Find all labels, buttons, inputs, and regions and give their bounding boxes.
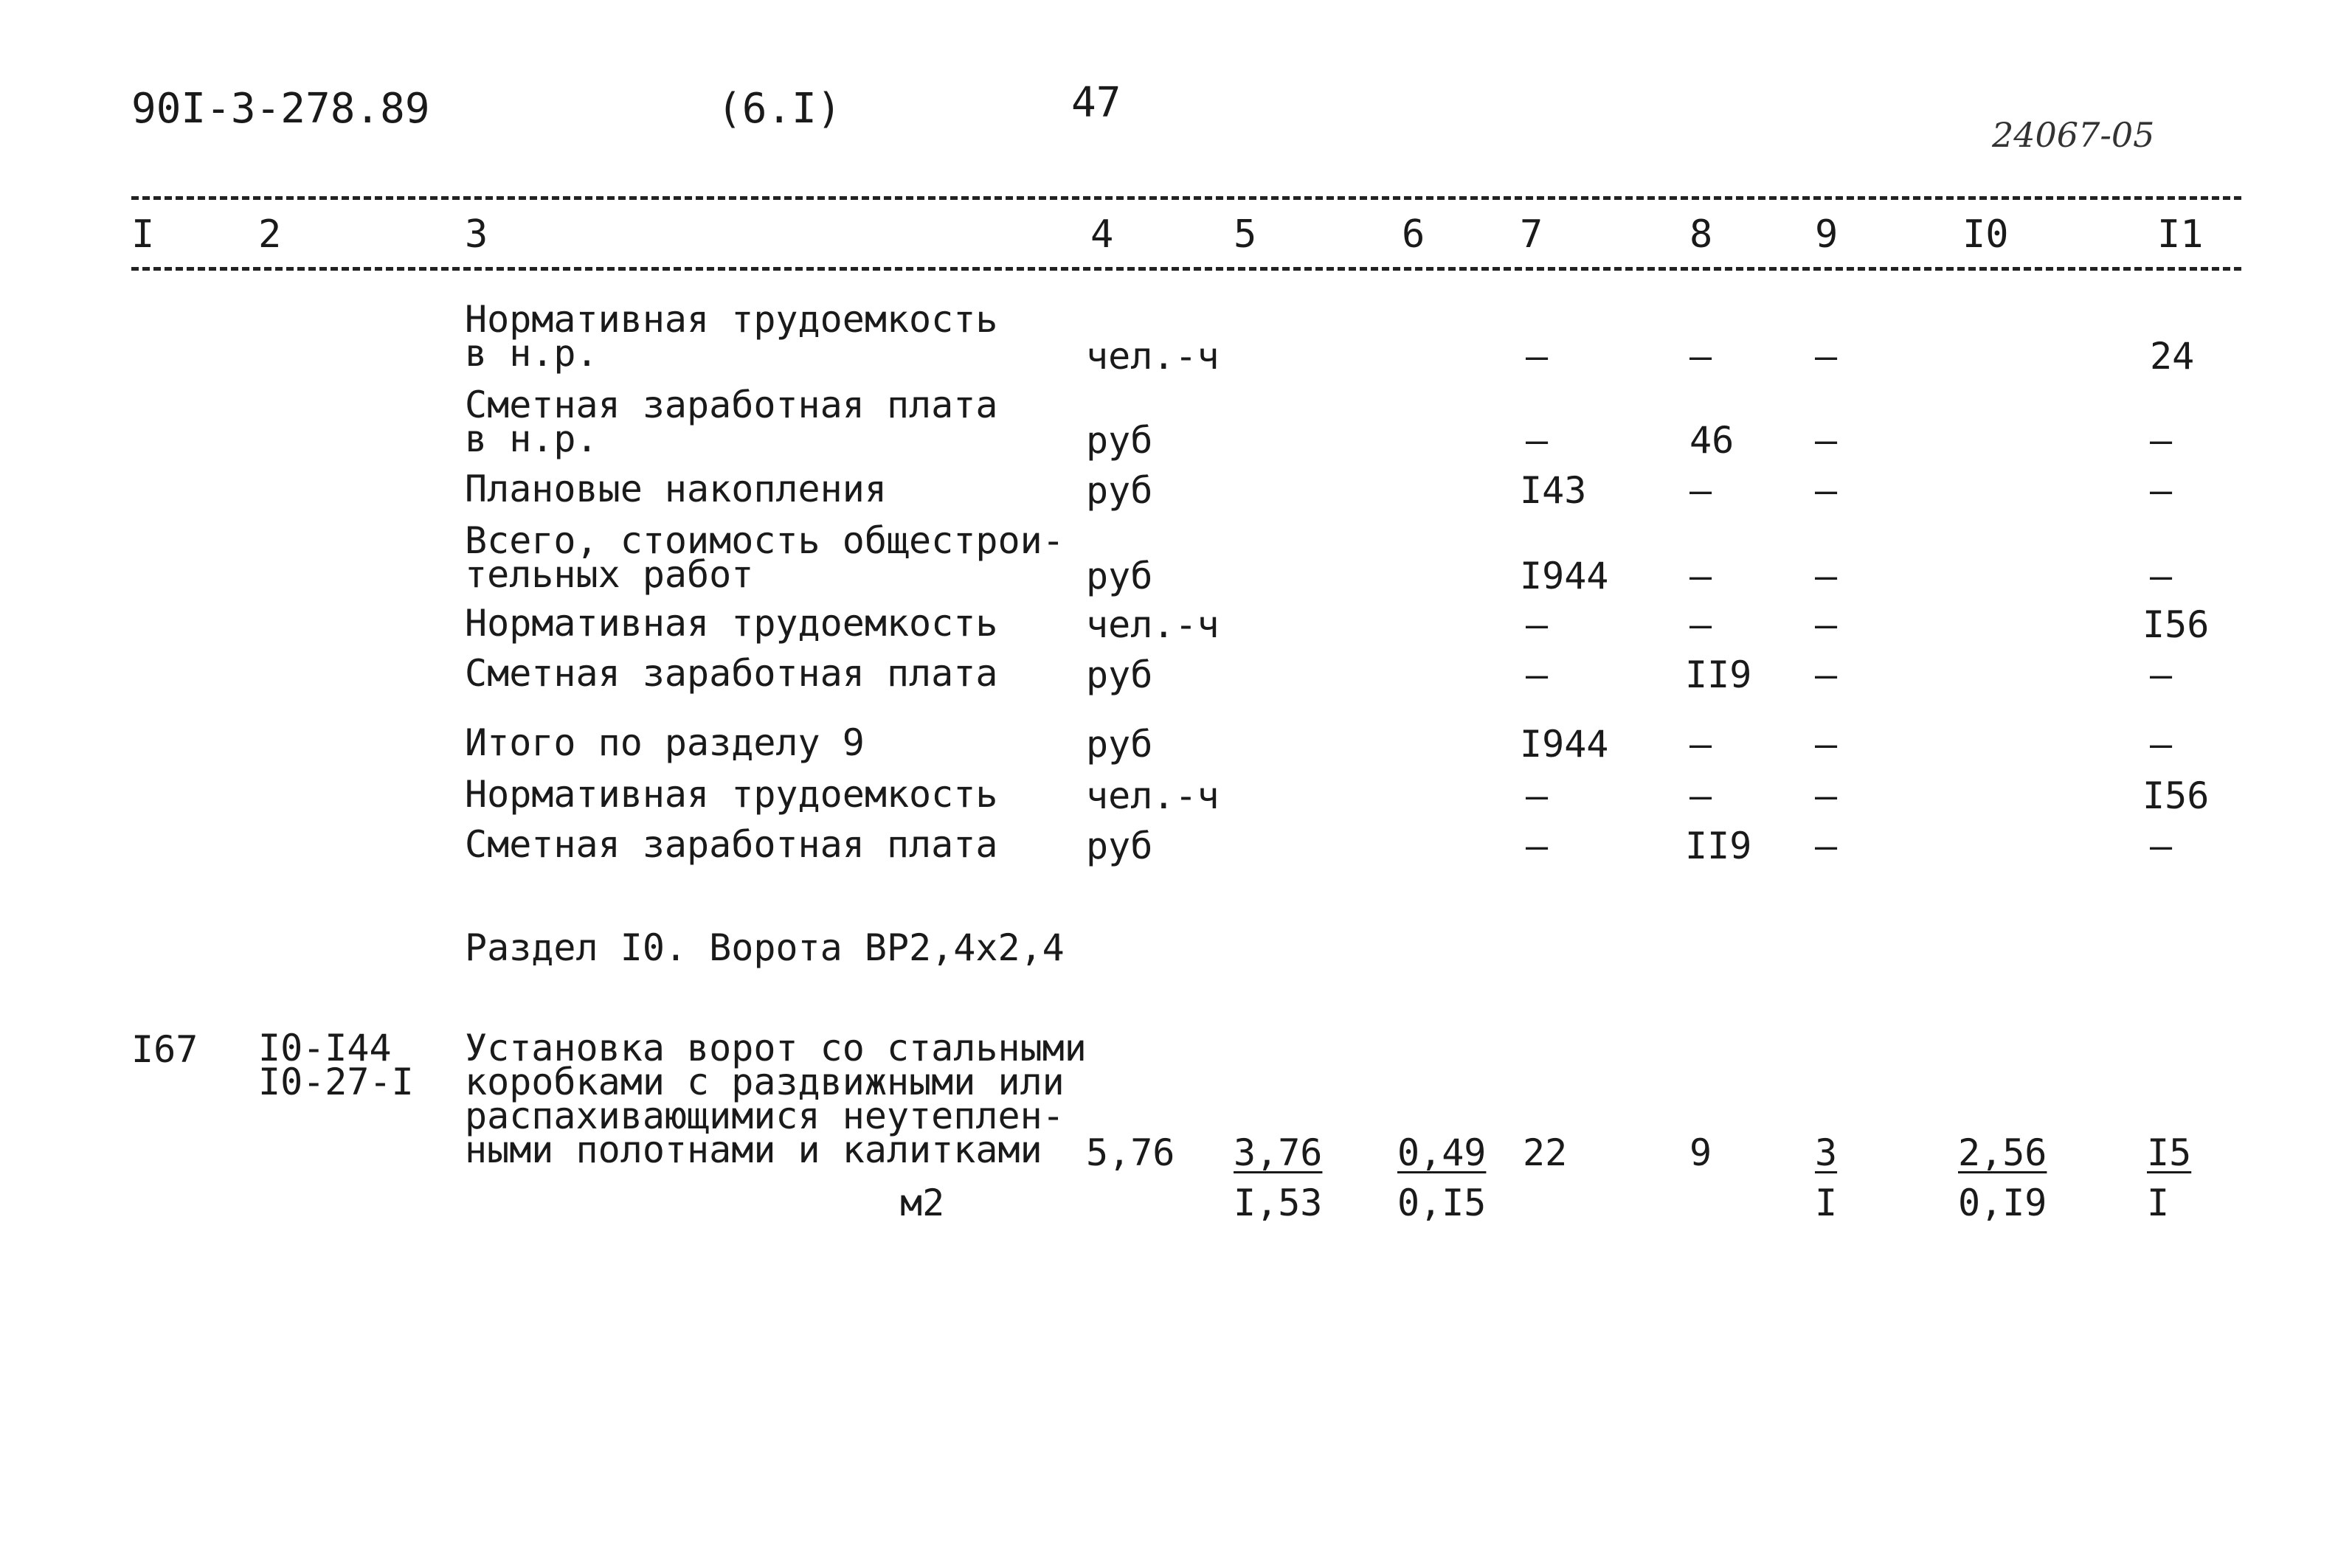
cell-col7: – xyxy=(1526,335,1549,378)
cell-col8: – xyxy=(1689,555,1712,597)
cell-col11: I56 xyxy=(2142,774,2210,817)
cell-col9: – xyxy=(1815,555,1838,597)
cell-col8: – xyxy=(1689,603,1712,646)
cell-col5-top: 3,76 xyxy=(1234,1131,1323,1174)
row-unit: чел.-ч xyxy=(1086,774,1220,817)
cell-col11-top: I5 xyxy=(2147,1131,2192,1174)
row-description: Сметная заработная плата в н.р. xyxy=(465,384,998,460)
header-bottom-rule xyxy=(131,267,2241,271)
row-unit: руб xyxy=(1086,723,1153,766)
cell-col11: – xyxy=(2150,653,2173,696)
cell-col7: – xyxy=(1526,653,1549,696)
row-unit: руб xyxy=(1086,419,1153,462)
cell-col6-bottom: 0,I5 xyxy=(1397,1182,1487,1224)
cell-col8: II9 xyxy=(1685,653,1752,696)
part-number: (6.I) xyxy=(717,85,842,133)
cell-col9: – xyxy=(1815,774,1838,817)
cell-col11: I56 xyxy=(2142,603,2210,646)
row-unit: чел.-ч xyxy=(1086,603,1220,646)
cell-col11: – xyxy=(2150,555,2173,597)
item-number: I67 xyxy=(131,1028,198,1071)
row-unit: руб xyxy=(1086,825,1153,867)
row-description: Сметная заработная плата xyxy=(465,823,998,866)
row-description: Нормативная трудоемкость в н.р. xyxy=(465,298,998,375)
row-description: Всего, стоимость общестрои- тельных работ xyxy=(465,519,1065,596)
column-header: 4 xyxy=(1090,212,1114,257)
cell-col9: – xyxy=(1815,419,1838,462)
row-description: Сметная заработная плата xyxy=(465,652,998,695)
row-description: Плановые накопления xyxy=(465,468,887,510)
row-description: Нормативная трудоемкость xyxy=(465,602,998,645)
cell-col8: – xyxy=(1689,335,1712,378)
cell-col7: – xyxy=(1526,419,1549,462)
cell-col8: – xyxy=(1689,774,1712,817)
cell-col11: – xyxy=(2150,723,2173,766)
cell-col7: 22 xyxy=(1523,1131,1568,1174)
cell-col7: I43 xyxy=(1520,469,1587,512)
column-header: 3 xyxy=(465,212,488,257)
page-number: 47 xyxy=(1071,79,1121,127)
cell-col8: – xyxy=(1689,469,1712,512)
column-header: I xyxy=(131,212,155,257)
column-header: 8 xyxy=(1689,212,1713,257)
item-unit: м2 xyxy=(900,1182,945,1224)
row-unit: чел.-ч xyxy=(1086,335,1220,378)
cell-col9-top: 3 xyxy=(1815,1131,1838,1174)
cell-col11: 24 xyxy=(2150,335,2195,378)
cell-col8: 9 xyxy=(1689,1131,1712,1174)
cell-col7: – xyxy=(1526,774,1549,817)
cell-col11: – xyxy=(2150,825,2173,867)
cell-col9-bottom: I xyxy=(1815,1182,1838,1224)
cell-col6-top: 0,49 xyxy=(1397,1131,1487,1174)
row-unit: руб xyxy=(1086,469,1153,512)
cell-col9: – xyxy=(1815,825,1838,867)
cell-col8: – xyxy=(1689,723,1712,766)
row-description: Итого по разделу 9 xyxy=(465,721,865,764)
document-code: 90I-3-278.89 xyxy=(131,85,430,133)
item-description: Установка ворот со стальными коробками с раздвижными или распахивающимися неутеплен- ными полотнами и калитками xyxy=(465,1027,1087,1171)
cell-col7: I944 xyxy=(1520,555,1609,597)
row-unit: руб xyxy=(1086,555,1153,597)
column-header: 9 xyxy=(1815,212,1839,257)
row-description: Нормативная трудоемкость xyxy=(465,773,998,816)
row-unit: руб xyxy=(1086,653,1153,696)
item-codes: I0-I44 I0-27-I xyxy=(258,1027,414,1103)
cell-col4: 5,76 xyxy=(1086,1131,1175,1174)
cell-col11-bottom: I xyxy=(2147,1182,2170,1224)
cell-col5-bottom: I,53 xyxy=(1234,1182,1323,1224)
cell-col7: – xyxy=(1526,825,1549,867)
cell-col9: – xyxy=(1815,335,1838,378)
cell-col9: – xyxy=(1815,469,1838,512)
cell-col9: – xyxy=(1815,603,1838,646)
section-title: Раздел I0. Ворота ВР2,4х2,4 xyxy=(465,926,1065,969)
cell-col8: II9 xyxy=(1685,825,1752,867)
cell-col8: 46 xyxy=(1689,419,1734,462)
column-header: 7 xyxy=(1520,212,1543,257)
cell-col9: – xyxy=(1815,723,1838,766)
cell-col10-bottom: 0,I9 xyxy=(1958,1182,2047,1224)
inventory-number: 24067-05 xyxy=(1992,115,2155,155)
cell-col7: – xyxy=(1526,603,1549,646)
cell-col11: – xyxy=(2150,469,2173,512)
cell-col10-top: 2,56 xyxy=(1958,1131,2047,1174)
cell-col11: – xyxy=(2150,419,2173,462)
cell-col9: – xyxy=(1815,653,1838,696)
column-header: 2 xyxy=(258,212,282,257)
column-header: I0 xyxy=(1962,212,2009,257)
column-header: 6 xyxy=(1402,212,1425,257)
column-header: I1 xyxy=(2157,212,2204,257)
column-header: 5 xyxy=(1234,212,1257,257)
cell-col7: I944 xyxy=(1520,723,1609,766)
header-top-rule xyxy=(131,196,2241,200)
